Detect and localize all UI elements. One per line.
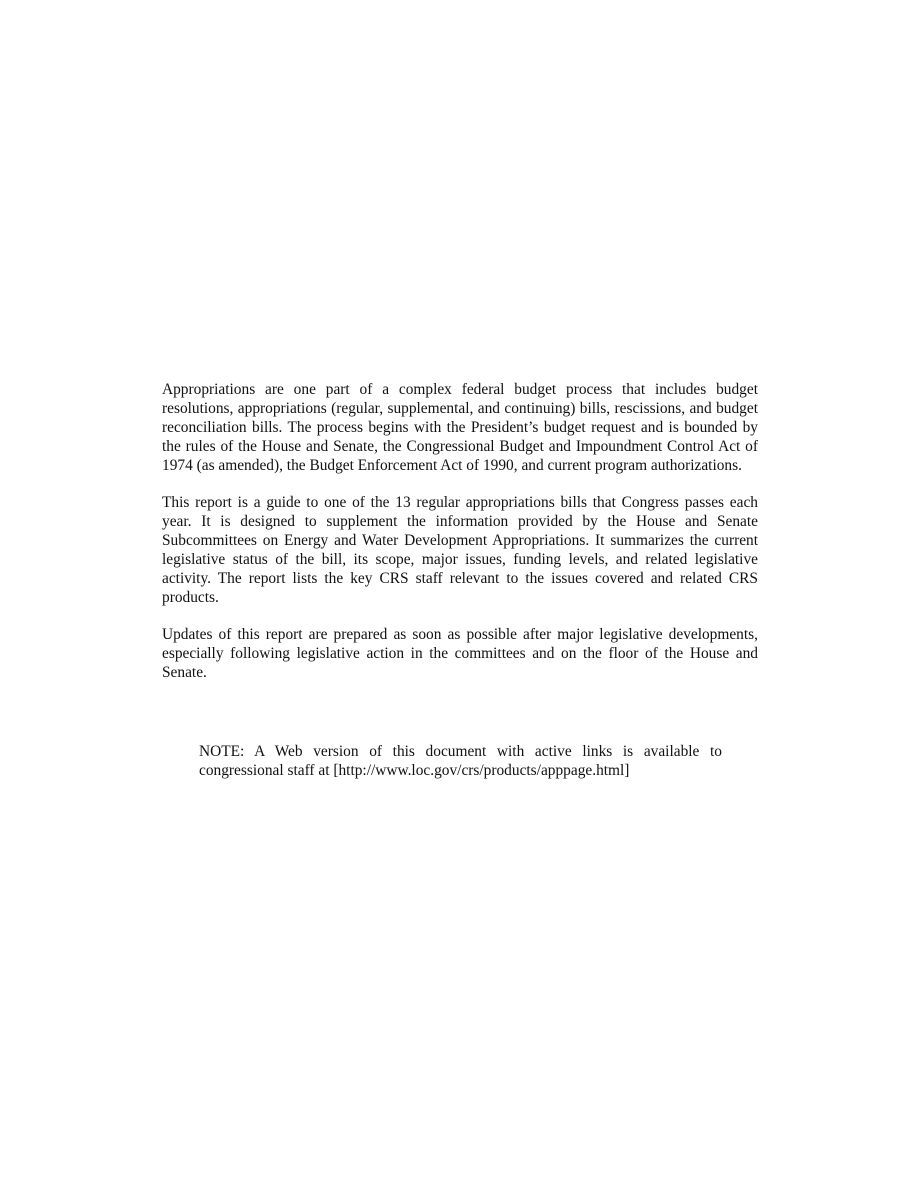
paragraph-updates: Updates of this report are prepared as soon as possible after major legislative developments, especially following legislative action in the committees and on the floor of the House and Senate. bbox=[162, 626, 758, 681]
paragraph-report-guide: This report is a guide to one of the 13 regular appropriations bills that Congress passes each year. It is designed to supplement the information provided by the House and Senate Subcommittees on Energy and Water Development Appropriations. It summarizes the current legislative status of the bill, its scope, major issues, funding levels, and related legislative activity. The report lists the key CRS staff relevant to the issues covered and related CRS products. bbox=[162, 494, 758, 606]
paragraph-appropriations-overview: Appropriations are one part of a complex federal budget process that includes budget resolutions, appropriations (regular, supplemental, and continuing) bills, rescissions, and budget reconciliation bills. The process begins with the President’s budget request and is bounded by the rules of the House and Senate, the Congressional Budget and Impoundment Control Act of 1974 (as amended), the Budget Enforcement Act of 1990, and current program authorizations. bbox=[162, 381, 758, 474]
web-version-note: NOTE: A Web version of this document with active links is available to congressional staff at [http://www.loc.gov/crs/products/apppage.html] bbox=[199, 743, 722, 779]
body-text bbox=[162, 380, 758, 700]
